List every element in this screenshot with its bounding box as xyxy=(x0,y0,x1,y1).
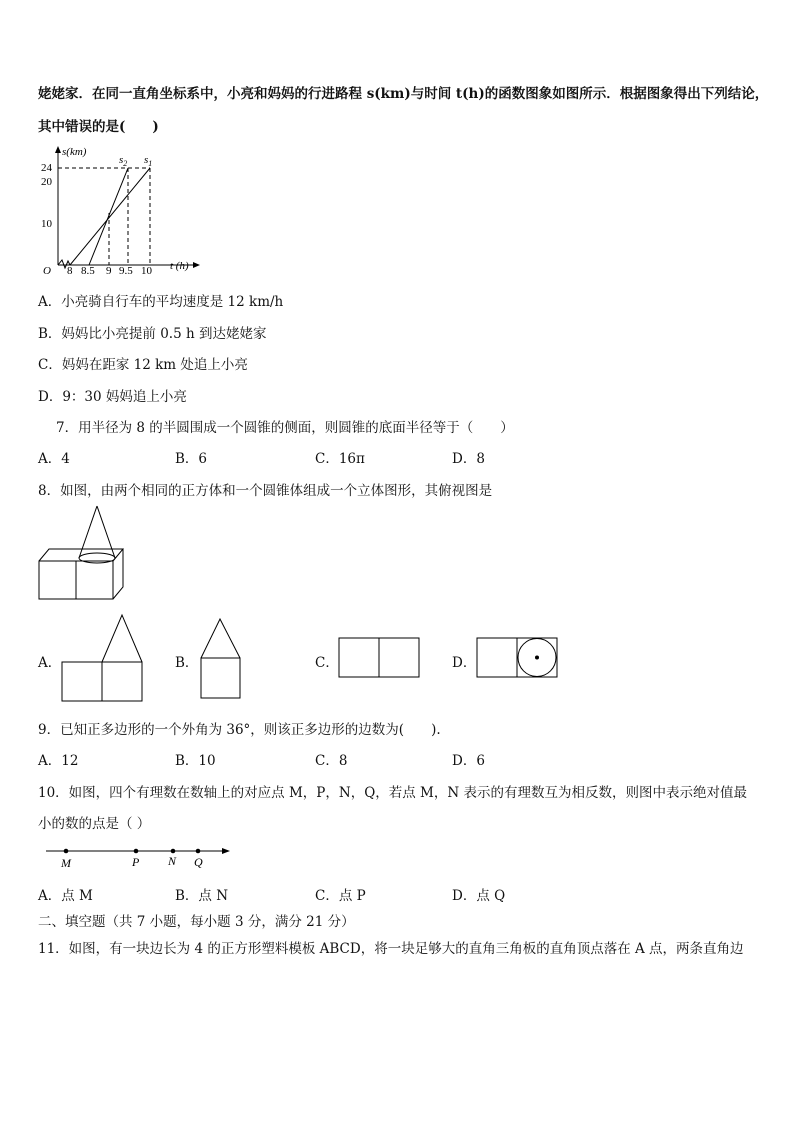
series-label-s1: $s_1$ xyxy=(144,154,153,168)
q6-stem-line-2: 其中错误的是( ) xyxy=(38,119,159,135)
q9-stem: 9．已知正多边形的一个外角为 36°，则该正多边形的边数为( ). xyxy=(38,722,441,738)
point-n xyxy=(171,849,176,854)
point-q xyxy=(196,849,201,854)
series-label-s2: $s_2$ xyxy=(119,154,128,168)
q10-stem-line-1: 10．如图，四个有理数在数轴上的对应点 M，P，N，Q，若点 M，N 表示的有理数互为相反数，则图中表示绝对值最 xyxy=(38,785,747,801)
q10-option-b: B．点 N xyxy=(175,888,229,904)
q8-option-c-figure xyxy=(337,636,421,680)
label-n: N xyxy=(168,854,177,868)
q8-option-c-label: C． xyxy=(315,655,339,671)
q6-option-d: D．9：30 妈妈追上小亮 xyxy=(38,389,187,405)
graph-line-s1 xyxy=(70,168,150,265)
q8-option-a-figure xyxy=(60,612,150,704)
q6-stem-line-1: 姥姥家．在同一直角坐标系中，小亮和妈妈的行进路程 s(km)与时间 t(h)的函数图象如图所示．根据图象得出下列结论， xyxy=(38,86,769,102)
q11-stem: 11．如图，有一块边长为 4 的正方形塑料模板 ABCD，将一块足够大的直角三角板的直角顶点落在 A 点，两条直角边 xyxy=(38,941,744,957)
q8-option-b-label: B． xyxy=(175,655,199,671)
q6-option-c: C．妈妈在距家 12 km 处追上小亮 xyxy=(38,357,248,373)
q9-option-a: A．12 xyxy=(38,753,79,769)
q8-solid-figure xyxy=(37,503,132,603)
q6-option-b: B．妈妈比小亮提前 0.5 h 到达姥姥家 xyxy=(38,326,267,342)
x-tick-9-5: 9.5 xyxy=(119,265,133,277)
q8-option-d-figure xyxy=(475,636,559,680)
q10-option-c: C．点 P xyxy=(315,888,366,904)
q7-option-b: B．6 xyxy=(175,451,208,467)
q8-option-b-figure xyxy=(198,616,244,701)
q9-option-d: D．6 xyxy=(452,753,485,769)
q7-option-c: C．16π xyxy=(315,451,365,467)
point-m xyxy=(64,849,69,854)
q6-option-a: A．小亮骑自行车的平均速度是 12 km/h xyxy=(38,294,284,310)
q10-number-line xyxy=(44,841,244,871)
label-m: M xyxy=(61,856,71,870)
point-p xyxy=(134,849,139,854)
q7-option-d: D．8 xyxy=(452,451,485,467)
x-tick-8: 8 xyxy=(67,265,73,277)
q7-stem: 7．用半径为 8 的半圆围成一个圆锥的侧面，则圆锥的底面半径等于（ ） xyxy=(56,420,514,436)
x-tick-10: 10 xyxy=(141,265,152,277)
q10-option-d: D．点 Q xyxy=(452,888,506,904)
q9-option-c: C．8 xyxy=(315,753,348,769)
q6-distance-time-graph xyxy=(38,143,208,278)
y-axis-label: s(km) xyxy=(62,146,87,158)
label-q: Q xyxy=(194,855,203,869)
origin-label: O xyxy=(43,265,51,277)
q10-stem-line-2: 小的数的点是（ ） xyxy=(38,816,151,832)
q7-option-a: A．4 xyxy=(38,451,70,467)
x-tick-8-5: 8.5 xyxy=(81,265,95,277)
q8-option-d-label: D． xyxy=(452,655,477,671)
x-tick-9: 9 xyxy=(106,265,112,277)
label-p: P xyxy=(132,855,140,869)
y-tick-24: 24 xyxy=(41,162,52,174)
q8-stem: 8．如图，由两个相同的正方体和一个圆锥体组成一个立体图形，其俯视图是 xyxy=(38,483,493,499)
x-axis-label: t (h) xyxy=(170,260,189,272)
q8-option-a-label: A． xyxy=(38,655,62,671)
y-tick-10: 10 xyxy=(41,218,52,230)
section-2-heading: 二、填空题（共 7 小题，每小题 3 分，满分 21 分） xyxy=(38,914,355,930)
q10-option-a: A．点 M xyxy=(38,888,93,904)
q9-option-b: B．10 xyxy=(175,753,216,769)
y-tick-20: 20 xyxy=(41,176,52,188)
